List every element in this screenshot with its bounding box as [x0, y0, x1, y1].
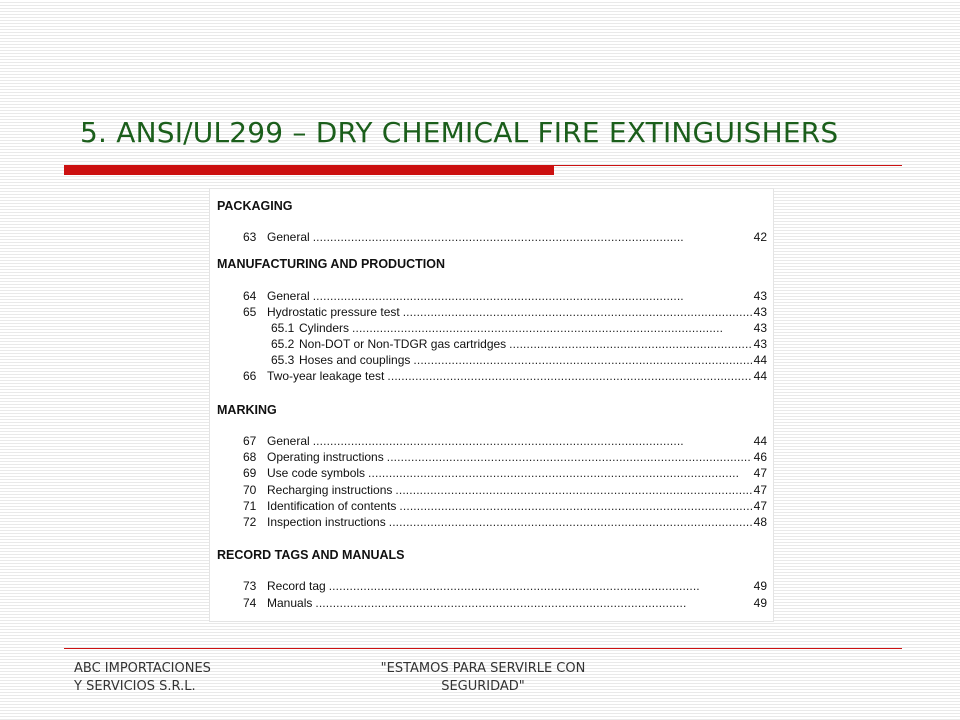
toc-entry-page: 43 — [753, 289, 767, 303]
toc-entry-page: 49 — [753, 579, 767, 593]
toc-entry — [271, 321, 767, 336]
toc-entry-number: 73 — [243, 579, 257, 593]
toc-entry-label: Manuals — [267, 596, 313, 610]
toc-entry-label: Recharging instructions — [267, 483, 393, 497]
toc-leader-dots — [509, 337, 751, 352]
toc-leader-dots — [329, 579, 752, 594]
toc-entry-label: General — [267, 289, 310, 303]
toc-entry-number: 64 — [243, 289, 257, 303]
toc-entry — [243, 230, 767, 245]
toc-leader-dots — [352, 321, 752, 336]
toc-entry — [243, 596, 767, 611]
toc-entry — [243, 305, 767, 320]
toc-entry-label: General — [267, 434, 310, 448]
footer-company — [74, 660, 211, 696]
toc-entry-number: 74 — [243, 596, 257, 610]
toc-entry — [243, 483, 767, 498]
toc-entry-number: 72 — [243, 515, 257, 529]
footer-slogan — [333, 660, 633, 696]
toc-entry-page: 43 — [753, 305, 767, 319]
toc-document-image — [209, 188, 774, 622]
toc-entry-number: 66 — [243, 369, 257, 383]
toc-entry — [243, 515, 767, 530]
footer-divider — [64, 648, 902, 649]
toc-entry-page: 48 — [753, 515, 767, 529]
slide-title: 5. ANSI/UL299 – DRY CHEMICAL FIRE EXTINGUISHERS — [80, 116, 839, 149]
toc-entry-label: General — [267, 230, 310, 244]
toc-entry-page: 44 — [753, 434, 767, 448]
toc-entry-label: Inspection instructions — [267, 515, 386, 529]
toc-leader-dots — [313, 230, 752, 245]
toc-leader-dots — [315, 596, 751, 611]
toc-entry-page: 47 — [753, 483, 767, 497]
toc-leader-dots — [313, 289, 752, 304]
toc-entry-page: 42 — [753, 230, 767, 244]
toc-entry-page: 43 — [753, 337, 767, 351]
toc-leader-dots — [395, 483, 751, 498]
toc-entry-page: 46 — [753, 450, 767, 464]
toc-leader-dots — [399, 499, 751, 514]
toc-leader-dots — [389, 515, 752, 530]
toc-section-heading: RECORD TAGS AND MANUALS — [217, 548, 405, 562]
footer-company-line1: ABC IMPORTACIONES — [74, 661, 211, 676]
toc-entry — [271, 353, 767, 368]
toc-entry — [243, 434, 767, 449]
toc-entry-number: 71 — [243, 499, 257, 513]
toc-entry-label: Hydrostatic pressure test — [267, 305, 400, 319]
toc-entry-number: 68 — [243, 450, 257, 464]
toc-section-heading: MANUFACTURING AND PRODUCTION — [217, 257, 445, 271]
title-divider-thick — [64, 166, 554, 175]
toc-entry-page: 44 — [753, 353, 767, 367]
toc-entry-number: 69 — [243, 466, 257, 480]
toc-entry-number: 65.3 — [271, 353, 295, 367]
toc-entry-label: Non-DOT or Non-TDGR gas cartridges — [299, 337, 507, 351]
toc-entry-number: 70 — [243, 483, 257, 497]
toc-entry-label: Record tag — [267, 579, 326, 593]
toc-entry-number: 63 — [243, 230, 257, 244]
toc-leader-dots — [387, 369, 751, 384]
toc-entry-label: Operating instructions — [267, 450, 384, 464]
toc-entry-label: Identification of contents — [267, 499, 397, 513]
toc-entry-label: Two-year leakage test — [267, 369, 385, 383]
toc-entry — [243, 579, 767, 594]
toc-entry-page: 43 — [753, 321, 767, 335]
toc-leader-dots — [403, 305, 752, 320]
toc-leader-dots — [313, 434, 752, 449]
footer-company-line2: Y SERVICIOS S.R.L. — [74, 679, 196, 694]
toc-entry-number: 65 — [243, 305, 257, 319]
footer-slogan-line1: "ESTAMOS PARA SERVIRLE CON — [380, 661, 586, 676]
toc-entry-label: Use code symbols — [267, 466, 366, 480]
toc-entry-page: 47 — [753, 466, 767, 480]
toc-entry-number: 65.2 — [271, 337, 295, 351]
toc-leader-dots — [413, 353, 751, 368]
toc-section-heading: MARKING — [217, 403, 277, 417]
toc-entry — [243, 289, 767, 304]
toc-entry-label: Cylinders — [299, 321, 350, 335]
toc-entry — [243, 466, 767, 481]
toc-entry-page: 47 — [753, 499, 767, 513]
toc-section-heading: PACKAGING — [217, 199, 293, 213]
toc-entry-page: 44 — [753, 369, 767, 383]
toc-entry-number: 65.1 — [271, 321, 295, 335]
toc-leader-dots — [368, 466, 752, 481]
toc-leader-dots — [387, 450, 752, 465]
toc-entry-page: 49 — [753, 596, 767, 610]
toc-entry-number: 67 — [243, 434, 257, 448]
toc-entry-label: Hoses and couplings — [299, 353, 411, 367]
toc-entry — [243, 499, 767, 514]
toc-entry — [271, 337, 767, 352]
toc-entry — [243, 450, 767, 465]
toc-entry — [243, 369, 767, 384]
footer-slogan-line2: SEGURIDAD" — [441, 679, 525, 694]
